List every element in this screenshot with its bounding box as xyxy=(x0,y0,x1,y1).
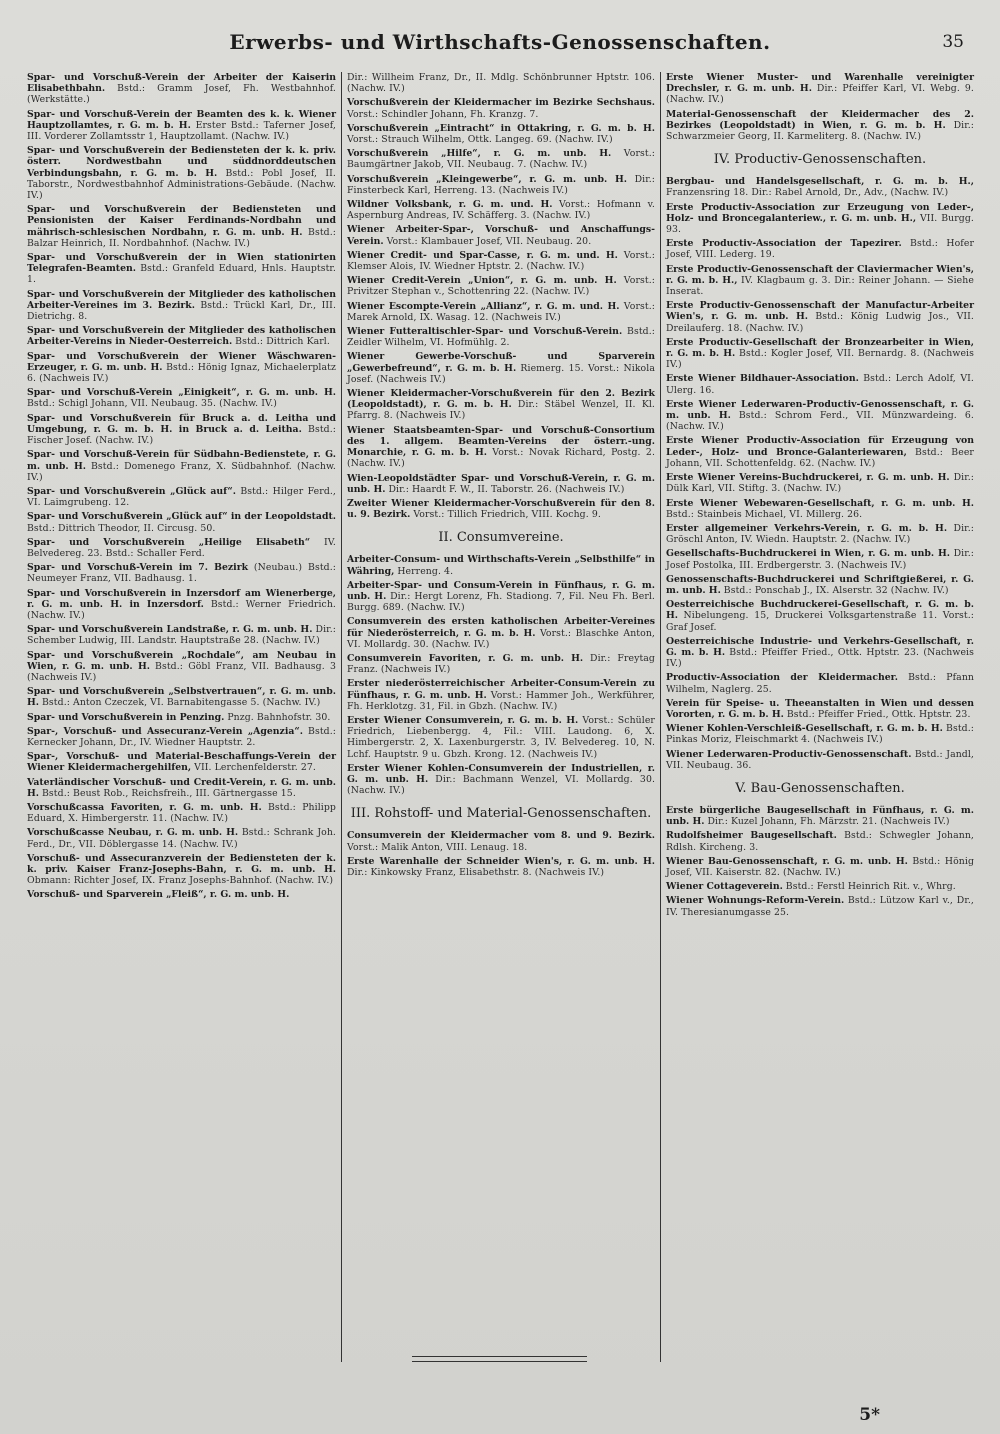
entry-detail: VII. Burgg. 93. xyxy=(666,212,974,236)
entry-name: Spar- und Vorschußverein der Mitglieder des katholischen Arbeiter-Vereines im 3. Bezirk. xyxy=(27,288,336,311)
directory-entry xyxy=(347,715,655,760)
entry-name: Spar- und Vorschußverein „Heilige Elisabeth“ xyxy=(27,536,311,548)
entry-name: Arbeiter-Spar- und Consum-Verein in Fünfhaus, r. G. m. unb. H. xyxy=(347,579,655,602)
entry-detail: Vorst.: Tillich Friedrich, VIII. Kochg. 9. xyxy=(413,509,601,521)
directory-entry xyxy=(666,636,974,670)
entry-name: Erste Wiener Muster- und Warenhalle vereinigter Drechsler, r. G. m. unb. H. xyxy=(666,72,974,95)
entry-name: Spar- und Vorschuß-Verein für Südbahn-Bedienstete, r. G. m. unb. H. xyxy=(27,449,336,472)
entry-name: Verein für Speise- u. Theeanstalten in Wien und dessen Vororten, r. G. m. b. H. xyxy=(666,697,974,720)
entry-detail: Bstd.: Pfeiffer Fried., Ottk. Hptstr. 23. (Nachweis IV.) xyxy=(666,646,974,670)
entry-name: Wiener Bau-Genossenschaft, r. G. m. unb. H. xyxy=(666,855,908,867)
entry-name: Spar- und Vorschuß-Verein im 7. Bezirk xyxy=(27,562,249,574)
entry-detail: Obmann: Richter Josef, IX. Franz Josephs-Bahnhof. (Nachw. IV.) xyxy=(27,875,334,887)
directory-entry xyxy=(666,399,974,433)
directory-entry xyxy=(27,686,336,708)
directory-entry xyxy=(27,562,336,584)
directory-entry xyxy=(347,554,655,576)
entry-detail: Dir.: Schember Ludwig, III. Landstr. Hauptstraße 28. (Nachw. IV.) xyxy=(27,624,336,647)
directory-entry xyxy=(666,176,974,198)
entry-name: Zweiter Wiener Kleidermacher-Vorschußverein für den 8. u. 9. Bezirk. xyxy=(347,497,655,521)
section-heading: V. Bau-Genossenschaften. xyxy=(735,780,905,796)
directory-entry xyxy=(27,252,336,286)
entry-name: Spar-, Vorschuß- und Assecuranz-Verein „Agenzia“. xyxy=(27,725,303,737)
entry-name: Spar- und Vorschußverein Landstraße, r. G. m. unb. H. xyxy=(27,624,313,636)
directory-entry xyxy=(27,145,336,201)
entry-detail: Dir.: Freytag Franz. (Nachweis IV.) xyxy=(347,652,655,676)
entry-name: Wiener Kohlen-Verschleiß-Gesellschaft, r. G. m. b. H. xyxy=(666,723,943,735)
entry-name: Productiv-Association der Kleidermacher. xyxy=(666,672,898,684)
directory-entry xyxy=(27,486,336,508)
column-2 xyxy=(341,72,660,1362)
entry-name: Spar- und Vorschuß-Verein „Einigkeit“, r. G. m. unb. H. xyxy=(27,387,336,399)
entry-name: Spar- und Vorschußverein der Wiener Wäschwaren-Erzeuger, r. G. m. unb. H. xyxy=(27,350,336,373)
directory-entry xyxy=(27,889,336,900)
entry-detail: Bstd.: Ponschab J., IX. Alserstr. 32 (Nachw. IV.) xyxy=(723,584,949,596)
entry-name: Wiener Escompte-Verein „Allianz“, r. G. m. und. H. xyxy=(347,300,620,312)
entry-detail: Vorst.: Privitzer Stephan v., Schottenring 22. (Nachw. IV.) xyxy=(347,275,655,298)
directory-entry xyxy=(347,326,655,348)
entry-detail: VII. Lerchenfelderstr. 27. xyxy=(194,762,316,774)
entry-name: Vorschußcasse Neubau, r. G. m. unb. H. xyxy=(27,827,239,839)
entry-detail: Bstd.: Pobl Josef, II. Taborstr., Nordwestbahnhof Administrations-Gebäude. (Nachw. IV.) xyxy=(27,167,336,202)
entry-detail: Nibelungeng. 15, Druckerei Volksgartenstraße 11. Vorst.: Graf Josef. xyxy=(666,610,974,633)
directory-entry xyxy=(27,387,336,409)
entry-name: Wiener Futteraltischler-Spar- und Vorschuß-Verein. xyxy=(347,326,623,338)
entry-name: Erste Productiv-Genossenschaft der Claviermacher Wien's, r. G. m. b. H., xyxy=(666,263,974,286)
entry-detail: Riemerg. 15. Vorst.: Nikola Josef. (Nachweis IV.) xyxy=(347,362,655,385)
entry-detail: Dir.: Josef Postolka, III. Erdbergerstr. 3. (Nachweis IV.) xyxy=(666,548,974,571)
entry-name: Vorschußcassa Favoriten, r. G. m. unb. H. xyxy=(27,801,262,813)
entry-name: Oesterreichische Buchdruckerei-Gesellschaft, r. G. m. b. H. xyxy=(666,599,974,622)
directory-entry xyxy=(347,97,655,119)
directory-entry xyxy=(347,616,655,650)
entry-detail: Vorst.: Hofmann v. Aspernburg Andreas, IV. Schäfferg. 3. (Nachw. IV.) xyxy=(347,199,655,222)
directory-entry xyxy=(27,289,336,323)
entry-name: Erster Wiener Kohlen-Consumverein der Industriellen, r. G. m. unb. H. xyxy=(347,762,655,785)
entry-name: Erste Warenhalle der Schneider Wien's, r. G. m. unb. H. xyxy=(347,855,655,867)
directory-entry xyxy=(27,827,336,849)
entry-detail: Bstd.: Kogler Josef, VII. Bernardg. 8. (Nachweis IV.) xyxy=(666,348,974,371)
entry-detail: Bstd.: Granfeld Eduard, Hnls. Hauptstr. 1. xyxy=(27,263,336,286)
directory-entry xyxy=(27,712,336,723)
directory-entry xyxy=(27,413,336,447)
entry-name: Spar- und Vorschußverein der Bediensteten der k. k. priv. österr. Nordwestbahn und süddnorddeutschen Verbindungsbahn, r. G. m. b. H. xyxy=(27,145,336,179)
entry-name: Spar- und Vorschußverein der in Wien stationirten Telegrafen-Beamten. xyxy=(27,252,336,275)
directory-entry xyxy=(666,238,974,260)
entry-name: Wiener Wohnungs-Reform-Verein. xyxy=(666,895,845,907)
entry-name: Wiener Credit-Verein „Union“, r. G. m. unb. H. xyxy=(347,275,617,287)
entry-name: Wiener Lederwaren-Productiv-Genossenschaft. xyxy=(666,748,912,760)
entry-detail: Bstd.: König Ludwig Jos., VII. Dreilauferg. 18. (Nachw. IV.) xyxy=(666,311,974,334)
directory-entry xyxy=(666,472,974,494)
entry-name: Vorschußverein „Kleingewerbe“, r. G. m. unb. H. xyxy=(347,173,628,185)
directory-entry xyxy=(666,830,974,852)
section-heading: III. Rohstoff- und Material-Genossenschaften. xyxy=(350,806,652,822)
entry-name: Wiener Credit- und Spar-Casse, r. G. m. und. H. xyxy=(347,249,618,261)
section-heading: IV. Productiv-Genossenschaften. xyxy=(713,152,927,168)
entry-detail: Bstd.: Dittrich Theodor, II. Circusg. 50. xyxy=(27,522,216,534)
directory-entry xyxy=(666,698,974,720)
directory-entry xyxy=(666,672,974,694)
directory-entry xyxy=(666,881,974,892)
directory-entry xyxy=(347,580,655,614)
entry-detail: Erster Bstd.: Taferner Josef, III. Vorderer Zollamtsstr 1, Hauptzollamt. (Nachw. IV.) xyxy=(27,119,336,143)
directory-entry xyxy=(666,109,974,143)
directory-entry xyxy=(666,599,974,633)
entry-detail: IV. Klagbaum g. 3. Dir.: Reiner Johann. — Siehe Inserat. xyxy=(666,274,974,298)
entry-detail: Bstd.: Ferstl Heinrich Rit. v., Whrg. xyxy=(785,881,956,893)
entry-detail: Bstd.: Trückl Karl, Dr., III. Dietrichg. 8. xyxy=(27,299,336,323)
entry-detail: Bstd.: Jandl, VII. Neubaug. 36. xyxy=(666,748,974,771)
entry-name: Erste Wiener Lederwaren-Productiv-Genossenschaft, r. G. m. unb. H. xyxy=(666,398,974,422)
directory-entry xyxy=(347,830,655,852)
directory-entry xyxy=(27,624,336,646)
directory-entry xyxy=(666,523,974,545)
entry-name: Spar- und Vorschuß-Verein der Arbeiter der Kaiserin Elisabethbahn. xyxy=(27,72,336,95)
directory-entry xyxy=(27,511,336,533)
directory-entry xyxy=(27,650,336,684)
entry-detail: Bstd.: Schigl Johann, VII. Neubaug. 35. (Nachw. IV.) xyxy=(27,398,277,410)
entry-name: Wildner Volksbank, r. G. m. und. H. xyxy=(347,199,553,211)
entry-detail: Bstd.: Pfann Wilhelm, Naglerg. 25. xyxy=(666,672,974,695)
entry-detail: Bstd.: Anton Czeczek, VI. Barnabitengasse 5. (Nachw. IV.) xyxy=(42,697,321,709)
entry-name: Erster Wiener Consumverein, r. G. m. b. H. xyxy=(347,714,579,726)
directory-entry xyxy=(347,351,655,385)
directory-entry xyxy=(347,678,655,712)
entry-detail: Bstd.: Schrom Ferd., VII. Münzwardeing. 6. (Nachw. IV.) xyxy=(666,410,974,433)
directory-entry xyxy=(27,109,336,143)
entry-name: Erste Wiener Vereins-Buchdruckerei, r. G. m. unb. H. xyxy=(666,472,950,484)
entry-detail: Bstd.: Beust Rob., Reichsfreih., III. Gärtnergasse 15. xyxy=(42,787,296,799)
directory-entry xyxy=(347,174,655,196)
entry-name: Bergbau- und Handelsgesellschaft, r. G. m. b. H., xyxy=(666,176,974,188)
entry-name: Wiener Kleidermacher-Vorschußverein für den 2. Bezirk (Leopoldstadt), r. G. m. b. H. xyxy=(347,388,655,411)
entry-detail: Bstd.: Philipp Eduard, X. Himbergerstr. 11. (Nachw. IV.) xyxy=(27,801,336,825)
entry-name: Rudolfsheimer Baugesellschaft. xyxy=(666,830,837,842)
entry-detail: Bstd.: Pinkas Moriz, Fleischmarkt 4. (Nachweis IV.) xyxy=(666,723,974,746)
entry-name: Wiener Gewerbe-Vorschuß- und Sparverein „Gewerbefreund“, r. G. m. b. H. xyxy=(347,351,655,374)
directory-entry xyxy=(347,856,655,878)
entry-detail: Vorst.: Hammer Joh., Werkführer, Fh. Herklotzg. 31, Fil. in Gbzh. (Nachw. IV.) xyxy=(347,689,655,712)
directory-entry xyxy=(347,425,655,470)
directory-entry xyxy=(347,199,655,221)
entry-detail: Bstd.: Göbl Franz, VII. Badhausg. 3 (Nachweis IV.) xyxy=(27,660,336,683)
entry-name: Spar- und Vorschußverein „Glück auf“. xyxy=(27,485,237,497)
directory-entry xyxy=(666,300,974,334)
directory-entry xyxy=(347,224,655,246)
page-title: Erwerbs- und Wirthschafts-Genossenschaften. xyxy=(229,30,771,54)
entry-name: Oesterreichische Industrie- und Verkehrs-Gesellschaft, r. G. m. b. H. xyxy=(666,635,974,658)
entry-name: Spar- und Vorschußverein der Bediensteten und Pensionisten der Kaiser Ferdinands-Nordbahn und mährisch-schlesischen Nordbahn, r. G. m. unb. H. xyxy=(27,204,336,238)
entry-detail: Vorst.: Malik Anton, VIII. Lenaug. 18. xyxy=(347,841,528,853)
entry-name: Spar- und Vorschußverein in Penzing. xyxy=(27,711,225,723)
entry-detail: (Neubau.) Bstd.: Neumeyer Franz, VII. Badhausg. 1. xyxy=(27,562,336,585)
directory-entry xyxy=(27,802,336,824)
entry-detail: Vorst.: Marek Arnold, IX. Wasag. 12. (Nachweis IV.) xyxy=(347,300,655,323)
directory-entry xyxy=(666,337,974,371)
entry-name: Erste Productiv-Association zur Erzeugung von Leder-, Holz- und Broncegalanteriew., r. G. m. unb. H., xyxy=(666,201,974,224)
entry-detail: Dir.: Gröschl Anton, IV. Wiedn. Hauptstr. 2. (Nachw. IV.) xyxy=(666,522,974,546)
directory-entry xyxy=(666,435,974,469)
directory-entry xyxy=(347,653,655,675)
entry-name: Wiener Staatsbeamten-Spar- und Vorschuß-Consortium des 1. allgem. Beamten-Vereins der österr.-ung. Monarchie, r. G. m. b. H. xyxy=(347,424,655,459)
directory-entry xyxy=(347,473,655,495)
directory-entry xyxy=(666,723,974,745)
signature-mark: 5* xyxy=(859,1405,880,1425)
entry-detail: Dir.: Schwarzmeier Georg, II. Karmeliterg. 8. (Nachw. IV.) xyxy=(666,119,974,143)
directory-entry xyxy=(27,588,336,622)
page-number: 35 xyxy=(942,32,964,52)
entry-detail: Dir.: Bachmann Wenzel, VI. Mollardg. 30. (Nachw. IV.) xyxy=(347,773,656,797)
entry-detail: Dir.: Hergt Lorenz, Fh. Stadiong. 7, Fil. Neu Fh. Berl. Burgg. 689. (Nachw. IV.) xyxy=(347,590,655,614)
entry-name: Erster niederösterreichischer Arbeiter-Consum-Verein zu Fünfhaus, r. G. m. unb. H. xyxy=(347,678,655,701)
entry-name: Wien-Leopoldstädter Spar- und Vorschuß-Verein, r. G. m. unb. H. xyxy=(347,472,655,495)
entry-detail: Bstd.: Kernecker Johann, Dr., IV. Wiedner Hauptstr. 2. xyxy=(27,725,336,748)
entry-detail: Bstd.: Hofer Josef, VIII. Lederg. 19. xyxy=(666,238,974,261)
entry-detail: Bstd.: Hilger Ferd., VI. Laimgrubeng. 12. xyxy=(27,485,336,509)
entry-name: Spar-, Vorschuß- und Material-Beschaffungs-Verein der Wiener Kleidermachergehilfen, xyxy=(27,751,336,774)
directory-entry xyxy=(666,264,974,298)
directory-entry xyxy=(666,548,974,570)
directory-entry xyxy=(27,204,336,249)
directory-entry xyxy=(27,537,336,559)
entry-detail: Franzensring 18. Dir.: Rabel Arnold, Dr., Adv., (Nachw. IV.) xyxy=(666,187,949,199)
directory-entry xyxy=(347,301,655,323)
entry-name: Erste Productiv-Association der Tapezirer. xyxy=(666,238,902,250)
entry-name: Spar- und Vorschußverein „Rochdale“, am Neubau in Wien, r. G. m. unb. H. xyxy=(27,649,336,672)
entry-detail: Vorst.: Baumgärtner Jakob, VII. Neubaug. 7. (Nachw. IV.) xyxy=(347,148,655,171)
directory-entry xyxy=(666,72,974,106)
entry-name: Erste Wiener Productiv-Association für Erzeugung von Leder-, Holz- und Bronce-Galanteriewaren, xyxy=(666,435,974,458)
directory-entry xyxy=(347,72,655,94)
entry-detail: Dir.: Kuzel Johann, Fh. Märzstr. 21. (Nachweis IV.) xyxy=(707,816,950,828)
entry-name: Consumverein des ersten katholischen Arbeiter-Vereines für Niederösterreich, r. G. m. b. H. xyxy=(347,616,655,639)
entry-name: Genossenschafts-Buchdruckerei und Schriftgießerei, r. G. m. unb. H. xyxy=(666,573,974,596)
entry-detail: Dir.: Finsterbeck Karl, Herreng. 13. (Nachweis IV.) xyxy=(347,173,655,196)
directory-entry xyxy=(347,148,655,170)
entry-name: Vaterländischer Vorschuß- und Credit-Verein, r. G. m. unb. H. xyxy=(27,776,336,799)
directory-entry xyxy=(347,275,655,297)
entry-detail: Vorst.: Klemser Alois, IV. Wiedner Hptstr. 2. (Nachw. IV.) xyxy=(347,249,655,273)
entry-detail: Bstd.: Hönig Ignaz, Michaelerplatz 6. (Nachweis IV.) xyxy=(27,361,336,385)
directory-entry xyxy=(347,763,655,797)
entry-detail: Bstd.: Werner Friedrich. (Nachw. IV.) xyxy=(27,598,336,621)
entry-name: Material-Genossenschaft der Kleidermacher des 2. Bezirkes (Leopoldstadt) in Wien, r. G. m. b. H. xyxy=(666,108,974,131)
directory-entry xyxy=(666,498,974,520)
entry-detail: IV. Belvedereg. 23. Bstd.: Schaller Ferd. xyxy=(27,536,336,559)
directory-entry xyxy=(347,250,655,272)
entry-detail: Bstd.: Lerch Adolf, VI. Ulerg. 16. xyxy=(666,373,974,396)
entry-detail: Vorst.: Blaschke Anton, VI. Mollardg. 30. (Nachw. IV.) xyxy=(347,627,655,650)
directory-entry xyxy=(666,895,974,917)
entry-detail: Bstd.: Dittrich Karl. xyxy=(235,336,330,348)
entry-name: Erster allgemeiner Verkehrs-Verein, r. G. m. b. H. xyxy=(666,522,948,534)
entry-detail: Bstd.: Zeidler Wilhelm, VI. Hofmühlg. 2. xyxy=(347,326,655,349)
entry-name: Spar- und Vorschußverein „Selbstvertrauen“, r. G. m. unb. H. xyxy=(27,686,336,709)
directory-entry xyxy=(347,123,655,145)
entry-name: Gesellschafts-Buchdruckerei in Wien, r. G. m. unb. H. xyxy=(666,548,950,560)
end-ornament xyxy=(412,1356,587,1362)
entry-detail: Bstd.: Stainbeis Michael, VI. Millerg. 26. xyxy=(666,508,863,520)
entry-name: Vorschußverein „Eintracht“ in Ottakring, r. G. m. b. H. xyxy=(347,122,655,134)
entry-detail: Bstd.: Pfeiffer Fried., Ottk. Hptstr. 23. xyxy=(786,708,971,720)
entry-detail: Bstd.: Hönig Josef, VII. Kaiserstr. 82. (Nachw. IV.) xyxy=(666,855,974,878)
entry-name: Erste Wiener Webewaren-Gesellschaft, r. G. m. unb. H. xyxy=(666,497,974,509)
entry-detail: Bstd.: Beer Johann, VII. Schottenfeldg. 62. (Nachw. IV.) xyxy=(666,446,974,469)
directory-entry xyxy=(27,325,336,347)
entry-name: Vorschußverein der Kleidermacher im Bezirke Sechshaus. xyxy=(347,97,655,109)
entry-detail: Dir.: Willheim Franz, Dr., II. Mdlg. Schönbrunner Hptstr. 106. (Nachw. IV.) xyxy=(347,72,655,95)
entry-detail: Bstd.: Schrank Joh. Ferd., Dr., VII. Döblergasse 14. (Nachw. IV.) xyxy=(27,827,336,850)
directory-entry xyxy=(347,498,655,520)
column-1 xyxy=(22,72,341,1362)
entry-name: Vorschußverein „Hilfe“, r. G. m. unb. H. xyxy=(347,148,612,160)
directory-entry xyxy=(666,749,974,771)
directory-entry xyxy=(27,726,336,748)
entry-name: Spar- und Vorschußverein für Bruck a. d. Leitha und Umgebung, r. G. m. b. H. in Bruck a. d. Leitha. xyxy=(27,412,336,435)
directory-entry xyxy=(27,853,336,887)
section-heading: II. Consumvereine. xyxy=(438,530,564,546)
directory-entry xyxy=(27,72,336,106)
entry-name: Consumverein der Kleidermacher vom 8. und 9. Bezirk. xyxy=(347,830,655,842)
column-3 xyxy=(660,72,979,1362)
entry-name: Spar- und Vorschuß-Verein der Beamten des k. k. Wiener Hauptzollamtes, r. G. m. b. H. xyxy=(27,108,336,131)
entry-detail: Herreng. 4. xyxy=(397,565,454,577)
entry-detail: Bstd.: Lützow Karl v., Dr., IV. Theresianumgasse 25. xyxy=(666,895,974,918)
entry-detail: Bstd.: Domenego Franz, X. Südbahnhof. (Nachw. IV.) xyxy=(27,460,336,483)
directory-entry xyxy=(27,351,336,385)
directory-entry xyxy=(666,805,974,827)
entry-detail: Dir.: Pfeiffer Karl, VI. Webg. 9. (Nachw. IV.) xyxy=(666,83,974,106)
entry-name: Erste Productiv-Genossenschaft der Manufactur-Arbeiter Wien's, r. G. m. unb. H. xyxy=(666,300,974,323)
entry-detail: Vorst.: Klambauer Josef, VII. Neubaug. 20. xyxy=(386,235,592,247)
directory-entry xyxy=(666,856,974,878)
entry-name: Erste bürgerliche Baugesellschaft in Fünfhaus, r. G. m. unb. H. xyxy=(666,804,974,828)
directory-entry xyxy=(27,777,336,799)
entry-name: Erste Wiener Bildhauer-Association. xyxy=(666,373,859,385)
entry-name: Vorschuß- und Assecuranzverein der Bediensteten der k. k. priv. Kaiser Franz-Josephs-Bahn, r. G. m. unb. H. xyxy=(27,852,336,875)
entry-name: Wiener Cottageverein. xyxy=(666,881,783,893)
entry-detail: Dir.: Haardt F. W., II. Taborstr. 26. (Nachweis IV.) xyxy=(388,483,625,495)
entry-name: Wiener Arbeiter-Spar-, Vorschuß- und Anschaffungs-Verein. xyxy=(347,224,655,247)
entry-detail: Vorst.: Schindler Johann, Fh. Kranzg. 7. xyxy=(347,108,539,120)
entry-detail: Vorst.: Novak Richard, Postg. 2. (Nachw. IV.) xyxy=(347,447,656,470)
entry-name: Erste Productiv-Gesellschaft der Bronzearbeiter in Wien, r. G. m. b. H. xyxy=(666,336,974,360)
entry-name: Vorschuß- und Sparverein „Fleiß“, r. G. m. unb. H. xyxy=(27,889,290,901)
directory-entry xyxy=(347,388,655,422)
directory-entry xyxy=(666,373,974,395)
entry-name: Consumverein Favoriten, r. G. m. unb. H. xyxy=(347,652,584,664)
entry-name: Spar- und Vorschußverein „Glück auf“ in der Leopoldstadt. xyxy=(27,511,336,523)
entry-detail: Vorst.: Schüler Friedrich, Liebenbergg. 4, Fil.: VIII. Laudong. 6, X. Himbergerstr. 2, X. Laxenburgerstr. 3, IV. Belvedereg. 10, N. Lchf. Hauptstr. 9 u. Gbzh. Krong. 12. (Nachweis IV.) xyxy=(347,714,655,760)
entry-detail: Bstd.: Balzar Heinrich, II. Nordbahnhof. (Nachw. IV.) xyxy=(27,226,336,249)
entry-detail: Bstd.: Gramm Josef, Fh. Westbahnhof. (Werkstätte.) xyxy=(27,83,336,106)
directory-entry xyxy=(666,574,974,596)
entry-name: Spar- und Vorschußverein der Mitglieder des katholischen Arbeiter-Vereins in Nieder-Oesterreich. xyxy=(27,325,336,348)
entry-detail: Dir.: Dülk Karl, VII. Stiftg. 3. (Nachw. IV.) xyxy=(666,472,974,495)
entry-detail: Dir.: Stäbel Wenzel, II. Kl. Pfarrg. 8. (Nachweis IV.) xyxy=(347,399,655,422)
entry-detail: Vorst.: Strauch Wilhelm, Ottk. Langeg. 69. (Nachw. IV.) xyxy=(347,134,613,146)
directory-entry xyxy=(27,449,336,483)
directory-entry xyxy=(666,202,974,236)
entry-detail: Pnzg. Bahnhofstr. 30. xyxy=(227,711,331,723)
entry-name: Spar- und Vorschußverein in Inzersdorf am Wienerberge, r. G. m. unb. H. in Inzersdorf. xyxy=(27,587,336,610)
columns-container xyxy=(22,72,980,1362)
entry-name: Arbeiter-Consum- und Wirthschafts-Verein „Selbsthilfe“ in Währing, xyxy=(347,554,655,577)
directory-entry xyxy=(27,751,336,773)
entry-detail: Bstd.: Fischer Josef. (Nachw. IV.) xyxy=(27,423,336,447)
entry-detail: Dir.: Kinkowsky Franz, Elisabethstr. 8. (Nachweis IV.) xyxy=(347,866,605,878)
entry-detail: Bstd.: Schwegler Johann, Rdlsh. Kircheng. 3. xyxy=(666,830,974,853)
